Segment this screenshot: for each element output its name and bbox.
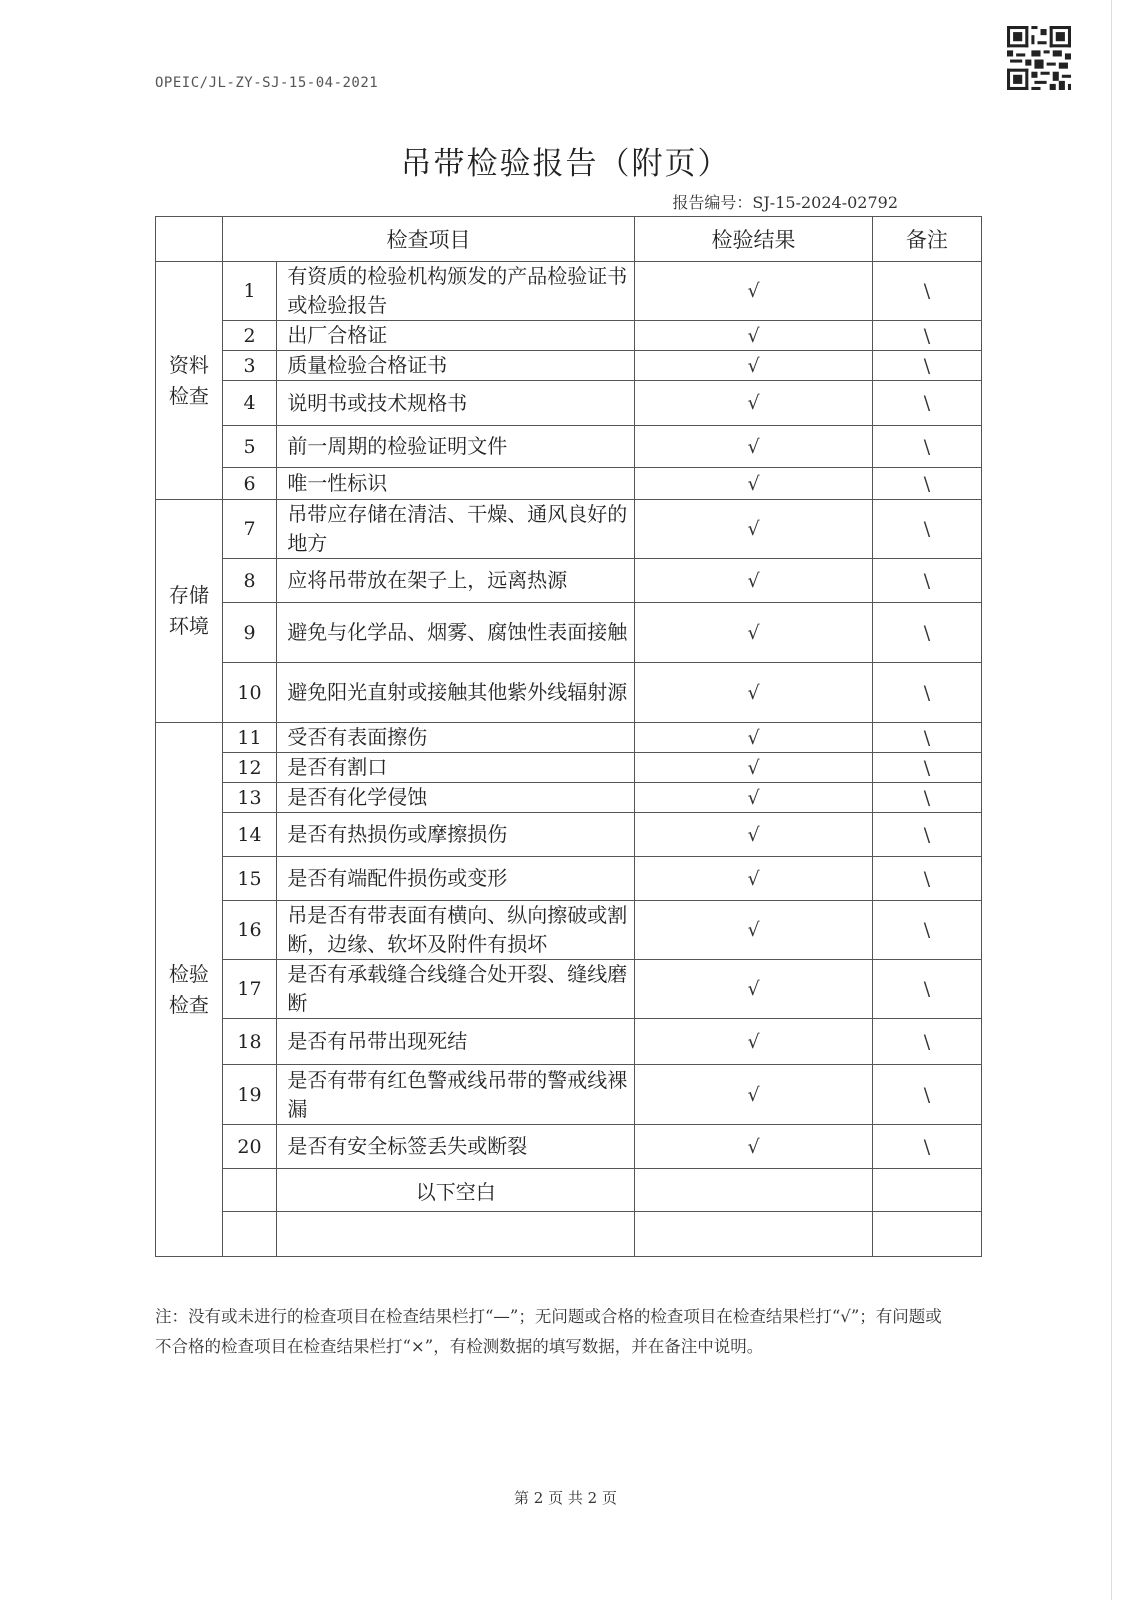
row-result: √: [635, 1019, 873, 1065]
row-remark: \: [872, 262, 981, 321]
row-number: 2: [222, 321, 277, 351]
row-result: √: [635, 559, 873, 603]
footnote: 注：没有或未进行的检查项目在检查结果栏打“—”；无问题或合格的检查项目在检查结果栏打“√”；有问题或不合格的检查项目在检查结果栏打“×”，有检测数据的填写数据，并在备注中说明。: [155, 1307, 942, 1356]
row-item: 是否有割口: [277, 753, 635, 783]
row-result: √: [635, 753, 873, 783]
row-result: √: [635, 723, 873, 753]
page-number: 第 2 页 共 2 页: [514, 1489, 617, 1507]
table-row: [156, 1065, 982, 1125]
row-number: 17: [222, 960, 277, 1019]
blank-label: 以下空白: [277, 1169, 635, 1212]
row-result: √: [635, 960, 873, 1019]
category-inspect: 检验 检查: [156, 723, 223, 1257]
table-row: [156, 351, 982, 381]
row-remark: \: [872, 500, 981, 559]
row-remark: [872, 1169, 981, 1212]
table-row: [156, 321, 982, 351]
row-item: 吊是否有带表面有横向、纵向擦破或割断，边缘、软坏及附件有损坏: [277, 901, 635, 960]
row-result: √: [635, 321, 873, 351]
row-number: [222, 1212, 277, 1257]
row-remark: [872, 1212, 981, 1257]
row-result: [635, 1169, 873, 1212]
row-result: √: [635, 468, 873, 500]
row-number: 10: [222, 663, 277, 723]
row-result: √: [635, 381, 873, 426]
row-number: 9: [222, 603, 277, 663]
row-item: 是否有端配件损伤或变形: [277, 857, 635, 901]
row-number: 6: [222, 468, 277, 500]
row-remark: \: [872, 663, 981, 723]
header-result: 检验结果: [635, 217, 873, 262]
row-remark: \: [872, 960, 981, 1019]
row-number: 16: [222, 901, 277, 960]
qr-code-icon: [1007, 26, 1071, 90]
row-number: 20: [222, 1125, 277, 1169]
category-storage: 存储 环境: [156, 500, 223, 723]
row-item: [277, 1212, 635, 1257]
row-number: 12: [222, 753, 277, 783]
row-item: 出厂合格证: [277, 321, 635, 351]
row-number: 19: [222, 1065, 277, 1125]
row-number: 7: [222, 500, 277, 559]
row-item: 吊带应存储在清洁、干燥、通风良好的地方: [277, 500, 635, 559]
table-row: [156, 381, 982, 426]
table-row: [156, 857, 982, 901]
row-item: 受否有表面擦伤: [277, 723, 635, 753]
row-result: √: [635, 262, 873, 321]
row-remark: \: [872, 783, 981, 813]
row-remark: \: [872, 559, 981, 603]
row-item: 避免阳光直射或接触其他紫外线辐射源: [277, 663, 635, 723]
row-item: 是否有化学侵蚀: [277, 783, 635, 813]
row-item: 是否有带有红色警戒线吊带的警戒线裸漏: [277, 1065, 635, 1125]
row-result: √: [635, 901, 873, 960]
row-number: 11: [222, 723, 277, 753]
row-remark: \: [872, 351, 981, 381]
table-row: [156, 723, 982, 753]
row-remark: \: [872, 1125, 981, 1169]
row-item: 是否有承载缝合线缝合处开裂、缝线磨断: [277, 960, 635, 1019]
row-result: √: [635, 1065, 873, 1125]
row-number: 18: [222, 1019, 277, 1065]
row-number: [222, 1169, 277, 1212]
table-row: [156, 262, 982, 321]
inspection-table: [155, 216, 982, 1257]
row-result: √: [635, 857, 873, 901]
row-number: 8: [222, 559, 277, 603]
row-result: √: [635, 813, 873, 857]
report-title: 吊带检验报告（附页）: [400, 146, 731, 182]
row-result: √: [635, 351, 873, 381]
row-item: 是否有热损伤或摩擦损伤: [277, 813, 635, 857]
header-remark: 备注: [872, 217, 981, 262]
table-row-empty: [156, 1212, 982, 1257]
report-number: 报告编号：SJ-15-2024-02792: [672, 193, 898, 212]
row-result: √: [635, 426, 873, 468]
row-number: 5: [222, 426, 277, 468]
row-remark: \: [872, 723, 981, 753]
table-row: [156, 426, 982, 468]
table-row: [156, 663, 982, 723]
table-row: [156, 559, 982, 603]
row-item: 是否有吊带出现死结: [277, 1019, 635, 1065]
table-row: [156, 783, 982, 813]
row-remark: \: [872, 381, 981, 426]
row-number: 3: [222, 351, 277, 381]
row-remark: \: [872, 753, 981, 783]
row-number: 13: [222, 783, 277, 813]
row-item: 质量检验合格证书: [277, 351, 635, 381]
table-row: [156, 603, 982, 663]
row-remark: \: [872, 468, 981, 500]
row-result: √: [635, 603, 873, 663]
row-remark: \: [872, 426, 981, 468]
category-docs: 资料 检查: [156, 262, 223, 500]
row-remark: \: [872, 321, 981, 351]
row-item: 避免与化学品、烟雾、腐蚀性表面接触: [277, 603, 635, 663]
page-edge-line: [1111, 0, 1112, 1600]
row-result: √: [635, 1125, 873, 1169]
row-number: 14: [222, 813, 277, 857]
row-number: 15: [222, 857, 277, 901]
row-item: 应将吊带放在架子上，远离热源: [277, 559, 635, 603]
row-number: 4: [222, 381, 277, 426]
table-row: [156, 813, 982, 857]
row-item: 有资质的检验机构颁发的产品检验证书或检验报告: [277, 262, 635, 321]
header-blank: [156, 217, 223, 262]
row-remark: \: [872, 1065, 981, 1125]
header-item: 检查项目: [222, 217, 634, 262]
table-row: [156, 753, 982, 783]
table-row: [156, 500, 982, 559]
row-remark: \: [872, 603, 981, 663]
table-header-row: [156, 217, 982, 262]
row-item: 唯一性标识: [277, 468, 635, 500]
row-result: √: [635, 500, 873, 559]
document-code: OPEIC/JL-ZY-SJ-15-04-2021: [155, 75, 379, 91]
table-row: [156, 1125, 982, 1169]
row-number: 1: [222, 262, 277, 321]
row-result: [635, 1212, 873, 1257]
row-result: √: [635, 663, 873, 723]
table-row: [156, 960, 982, 1019]
table-row: [156, 1019, 982, 1065]
row-item: 说明书或技术规格书: [277, 381, 635, 426]
table-row: [156, 468, 982, 500]
table-row-blank: [156, 1169, 982, 1212]
row-item: 前一周期的检验证明文件: [277, 426, 635, 468]
row-remark: \: [872, 813, 981, 857]
row-item: 是否有安全标签丢失或断裂: [277, 1125, 635, 1169]
table-row: [156, 901, 982, 960]
row-remark: \: [872, 857, 981, 901]
row-remark: \: [872, 901, 981, 960]
row-remark: \: [872, 1019, 981, 1065]
row-result: √: [635, 783, 873, 813]
